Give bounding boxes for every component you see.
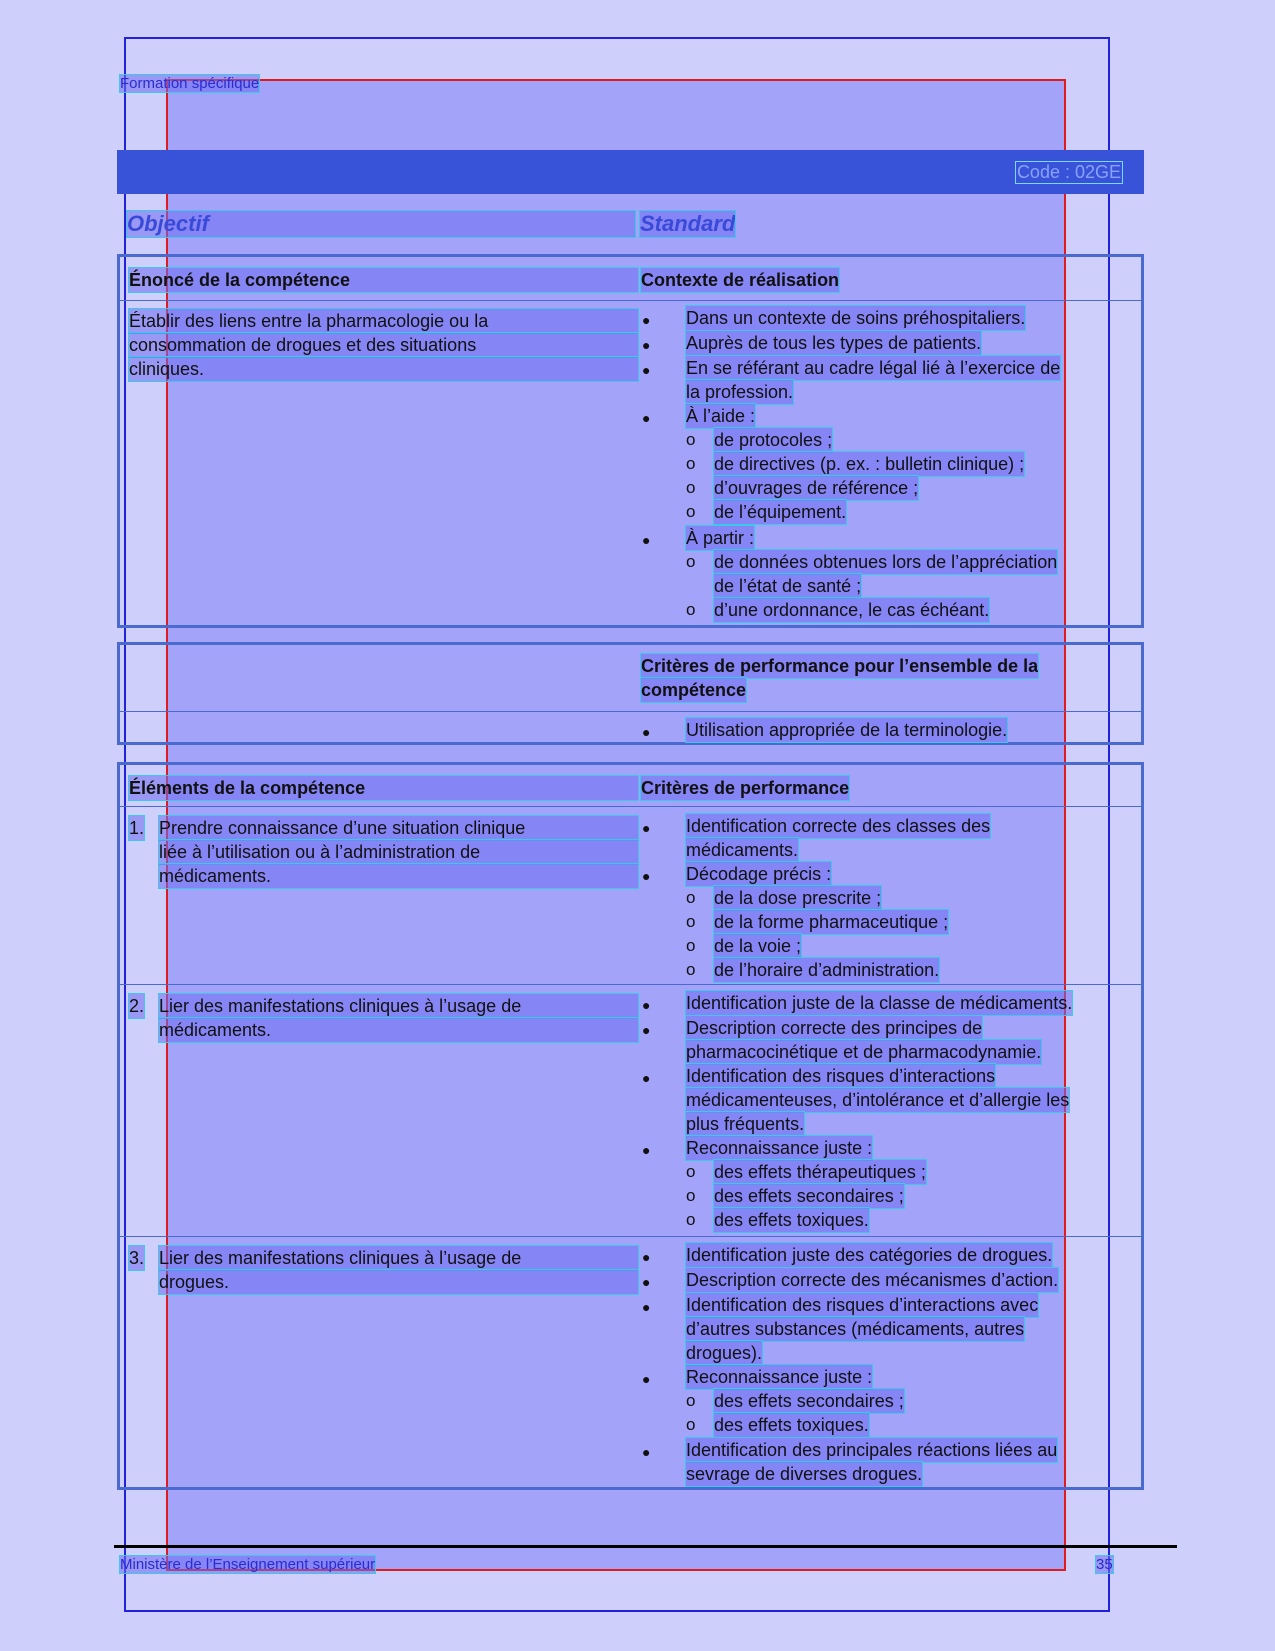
sub-bullet-icon: o: [686, 888, 696, 907]
contexte-item: À l’aide :: [686, 406, 756, 426]
criterion: Décodage précis :: [686, 864, 832, 884]
code-banner: [117, 150, 1144, 194]
sub-bullet-icon: o: [686, 430, 696, 449]
criterion: pharmacocinétique et de pharmacodynamie.: [686, 1042, 1042, 1062]
contexte-item: À partir :: [686, 528, 755, 548]
sub-criterion: de la forme pharmaceutique ;: [714, 912, 949, 932]
sub-criterion: de la voie ;: [714, 936, 802, 956]
sub-criterion: des effets toxiques.: [714, 1415, 869, 1435]
criteria-overall-item: Utilisation appropriée de la terminologie.: [686, 720, 1008, 740]
contexte-subitem: de l’état de santé ;: [714, 576, 862, 596]
footer-rule: [114, 1545, 1177, 1548]
competence-line: cliniques.: [129, 357, 638, 381]
sub-bullet-icon: o: [686, 502, 696, 521]
elements-title: Éléments de la compétence: [129, 776, 638, 800]
element-line: médicaments.: [159, 1018, 638, 1042]
element-number: 1.: [129, 818, 145, 838]
sub-criterion: de l’horaire d’administration.: [714, 960, 940, 980]
contexte-subitem: de protocoles ;: [714, 430, 833, 450]
element-number: 2.: [129, 996, 145, 1016]
bullet-icon: ●: [642, 337, 651, 353]
divider: [117, 300, 1144, 301]
contexte-subitem: d’ouvrages de référence ;: [714, 478, 919, 498]
bullet-icon: ●: [642, 1022, 651, 1038]
sub-bullet-icon: o: [686, 960, 696, 979]
sub-criterion: des effets toxiques.: [714, 1210, 869, 1230]
bullet-icon: ●: [642, 532, 651, 548]
bullet-icon: ●: [642, 1371, 651, 1387]
contexte-item: Auprès de tous les types de patients.: [686, 333, 982, 353]
sub-bullet-icon: o: [686, 454, 696, 473]
criterion: Identification juste des catégories de drogues.: [686, 1245, 1053, 1265]
sub-criterion: des effets secondaires ;: [714, 1186, 904, 1206]
contexte-item: la profession.: [686, 382, 794, 402]
page-number: 35: [1096, 1556, 1113, 1573]
bullet-icon: ●: [642, 1299, 651, 1315]
criterion: Reconnaissance juste :: [686, 1138, 873, 1158]
criteria-overall-title: Critères de performance pour l’ensemble de la: [641, 656, 1039, 676]
divider: [117, 984, 1144, 985]
element-line: liée à l’utilisation ou à l’administration de: [159, 840, 638, 864]
sub-bullet-icon: o: [686, 912, 696, 931]
sub-bullet-icon: o: [686, 478, 696, 497]
bullet-icon: ●: [642, 1142, 651, 1158]
sub-bullet-icon: o: [686, 600, 696, 619]
bullet-icon: ●: [642, 312, 651, 328]
elements-criteria-title: Critères de performance: [641, 778, 850, 798]
standard-heading: Standard: [640, 211, 736, 236]
bullet-icon: ●: [642, 997, 651, 1013]
competence-line: consommation de drogues et des situations: [129, 333, 638, 357]
element-line: Lier des manifestations cliniques à l’usage de: [159, 1246, 638, 1270]
criterion: d’autres substances (médicaments, autres: [686, 1319, 1025, 1339]
bullet-icon: ●: [642, 1070, 651, 1086]
sub-bullet-icon: o: [686, 1415, 696, 1434]
criterion: médicaments.: [686, 840, 799, 860]
program-code: Code : 02GE: [1016, 162, 1121, 182]
criterion: plus fréquents.: [686, 1114, 805, 1134]
bullet-icon: ●: [642, 868, 651, 884]
bullet-icon: ●: [642, 1274, 651, 1290]
contexte-item: En se référant au cadre légal lié à l’exercice de: [686, 358, 1061, 378]
criterion: Identification correcte des classes des: [686, 816, 991, 836]
bullet-icon: ●: [642, 1444, 651, 1460]
sub-criterion: des effets secondaires ;: [714, 1391, 904, 1411]
objectif-heading: Objectif: [127, 211, 635, 237]
criterion: sevrage de diverses drogues.: [686, 1464, 923, 1484]
bullet-icon: ●: [642, 1249, 651, 1265]
contexte-subitem: de l’équipement.: [714, 502, 847, 522]
footer-ministry: Ministère de l’Enseignement supérieur: [120, 1556, 376, 1573]
criterion: Reconnaissance juste :: [686, 1367, 873, 1387]
criterion: médicamenteuses, d’intolérance et d’allergie les: [686, 1090, 1070, 1110]
element-line: Prendre connaissance d’une situation clinique: [159, 816, 638, 840]
element-line: médicaments.: [159, 864, 638, 888]
bullet-icon: ●: [642, 362, 651, 378]
contexte-subitem: d’une ordonnance, le cas échéant.: [714, 600, 990, 620]
sub-criterion: de la dose prescrite ;: [714, 888, 882, 908]
criterion: Identification des risques d’interactions avec: [686, 1295, 1039, 1315]
bullet-icon: ●: [642, 820, 651, 836]
element-line: drogues.: [159, 1270, 638, 1294]
sub-bullet-icon: o: [686, 1391, 696, 1410]
divider: [117, 1236, 1144, 1237]
bullet-icon: ●: [642, 410, 651, 426]
sub-bullet-icon: o: [686, 552, 696, 571]
document-header: Formation spécifique: [120, 75, 260, 92]
sub-bullet-icon: o: [686, 1162, 696, 1181]
divider: [117, 806, 1144, 807]
criterion: Identification des risques d’interactions: [686, 1066, 996, 1086]
sub-bullet-icon: o: [686, 1210, 696, 1229]
sub-bullet-icon: o: [686, 1186, 696, 1205]
competence-title: Énoncé de la compétence: [129, 268, 638, 292]
contexte-title: Contexte de réalisation: [641, 270, 840, 290]
competence-line: Établir des liens entre la pharmacologie ou la: [129, 309, 638, 333]
criterion: drogues).: [686, 1343, 763, 1363]
element-line: Lier des manifestations cliniques à l’usage de: [159, 994, 638, 1018]
contexte-item: Dans un contexte de soins préhospitaliers.: [686, 308, 1026, 328]
contexte-subitem: de directives (p. ex. : bulletin clinique) ;: [714, 454, 1025, 474]
criterion: Description correcte des principes de: [686, 1018, 983, 1038]
bullet-icon: ●: [642, 724, 651, 740]
criterion: Description correcte des mécanismes d’action.: [686, 1270, 1059, 1290]
sub-bullet-icon: o: [686, 936, 696, 955]
criterion: Identification des principales réactions liées au: [686, 1440, 1058, 1460]
contexte-subitem: de données obtenues lors de l’appréciation: [714, 552, 1058, 572]
element-number: 3.: [129, 1248, 145, 1268]
criteria-overall-title: compétence: [641, 680, 747, 700]
sub-criterion: des effets thérapeutiques ;: [714, 1162, 926, 1182]
criterion: Identification juste de la classe de médicaments.: [686, 993, 1073, 1013]
divider: [117, 711, 1144, 712]
